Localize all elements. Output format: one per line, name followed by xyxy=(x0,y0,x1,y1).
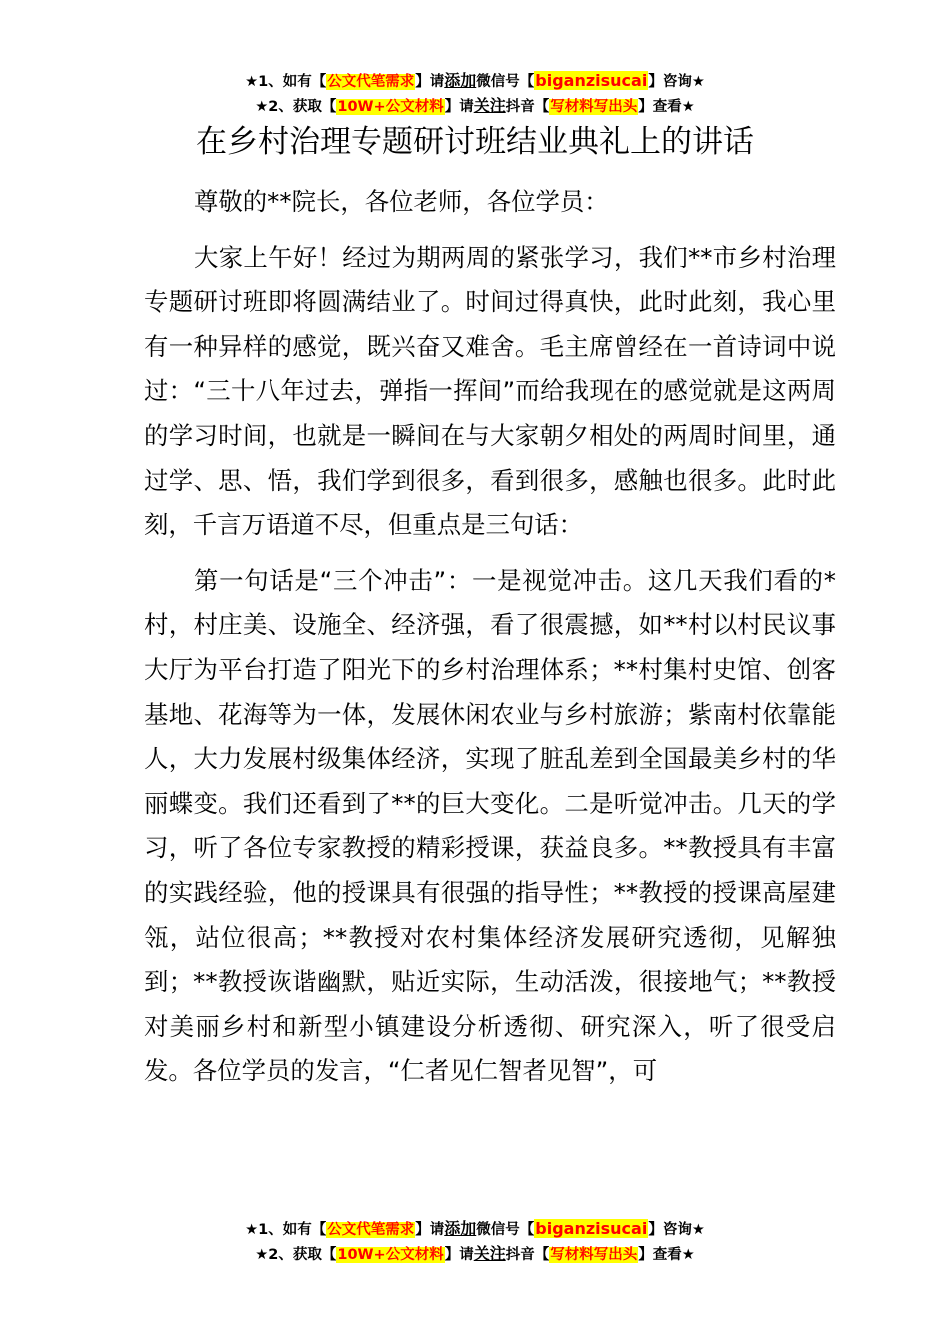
salutation: 尊敬的**院长，各位老师，各位学员： xyxy=(194,187,609,216)
promo-highlight: 10W+公文材料 xyxy=(337,99,444,115)
promo-line-2: ★2、获取【10W+公文材料】请关注抖音【写材料写出头】查看★ xyxy=(255,96,695,115)
document-title: 在乡村治理专题研讨班结业典礼上的讲话 xyxy=(196,124,754,160)
document-body xyxy=(144,180,836,1105)
promo-line-2: ★2、获取【10W+公文材料】请关注抖音【写材料写出头】查看★ xyxy=(255,1244,695,1263)
promo-line-1: ★1、如有【公文代笔需求】请添加微信号【biganzisucai】咨询★ xyxy=(245,71,705,90)
douyin-account: 写材料写出头 xyxy=(550,99,638,115)
promo-highlight: 10W+公文材料 xyxy=(337,1247,444,1263)
top-promo-banner xyxy=(0,69,950,119)
bottom-promo-banner xyxy=(0,1217,950,1267)
promo-line-1: ★1、如有【公文代笔需求】请添加微信号【biganzisucai】咨询★ xyxy=(245,1219,705,1238)
body-paragraph: 第一句话是“三个冲击”：一是视觉冲击。这几天我们看的*村，村庄美、设施全、经济强，看了很震撼，如**村以村民议事大厅为平台打造了阳光下的乡村治理体系；**村集村史馆、创客基地、花海等为一体，发展休闲农业与乡村旅游；紫南村依靠能人，大力发展村级集体经济，实现了脏乱差到全国最美乡村的华丽蝶变。我们还看到了**的巨大变化。二是听觉冲击。几天的学习，听了各位专家教授的精彩授课，获益良多。**教授具有丰富的实践经验，他的授课具有很强的指导性；**教授的授课高屋建瓴，站位很高；**教授对农村集体经济发展研究透彻，见解独到；**教授诙谐幽默，贴近实际，生动活泼，很接地气；**教授对美丽乡村和新型小镇建设分析透彻、研究深入，听了很受启发。各位学员的发言，“仁者见仁智者见智”，可 xyxy=(144,565,836,1086)
body-paragraph: 大家上午好！经过为期两周的紧张学习，我们**市乡村治理专题研讨班即将圆满结业了。时间过得真快，此时此刻，我心里有一种异样的感觉，既兴奋又难舍。毛主席曾经在一首诗词中说过：“三十八年过去，弹指一挥间”而给我现在的感觉就是这两周的学习时间，也就是一瞬间在与大家朝夕相处的两周时间里，通过学、思、悟，我们学到很多，看到很多，感触也很多。此时此刻，千言万语道不尽，但重点是三句话： xyxy=(144,242,836,540)
promo-highlight: 公文代笔需求 xyxy=(327,1222,415,1238)
douyin-account: 写材料写出头 xyxy=(550,1247,638,1263)
wechat-id: biganzisucai xyxy=(535,1219,648,1238)
wechat-id: biganzisucai xyxy=(535,71,648,90)
promo-highlight: 公文代笔需求 xyxy=(327,74,415,90)
